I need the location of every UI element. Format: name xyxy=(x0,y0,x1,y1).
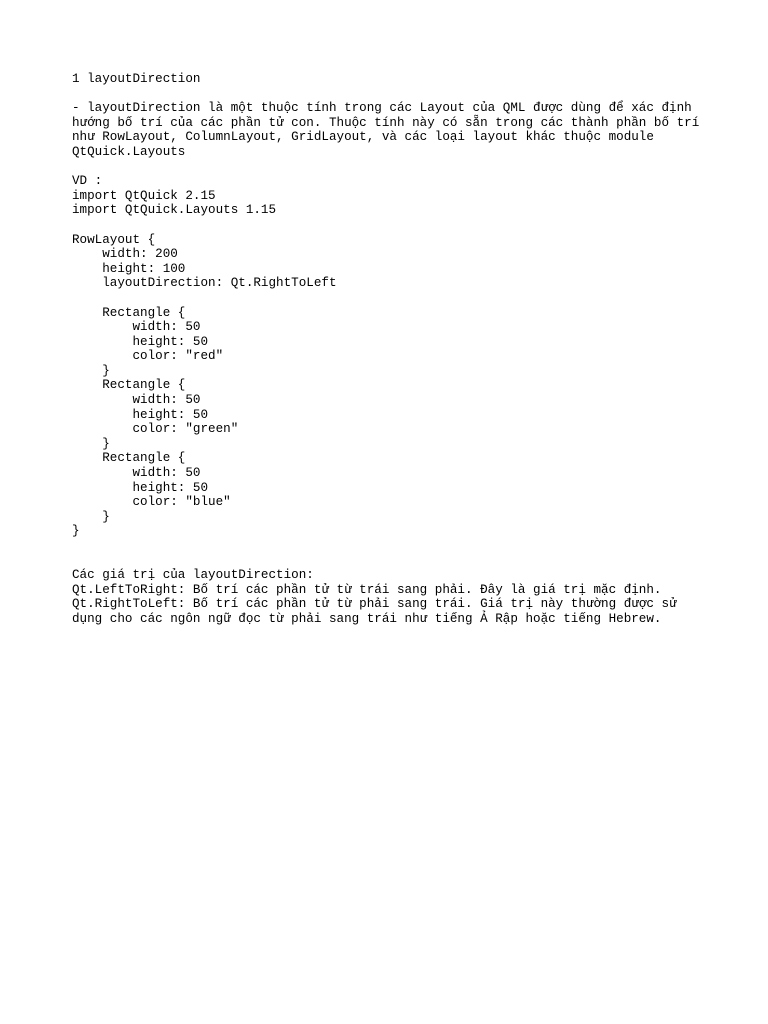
spacer xyxy=(72,218,712,233)
code-line: color: "red" xyxy=(72,349,224,364)
code-line: height: 50 xyxy=(72,480,209,495)
code-line: RowLayout { xyxy=(72,232,156,247)
document-page xyxy=(72,72,712,627)
code-line: } xyxy=(72,363,110,378)
intro-line: QtQuick.Layouts xyxy=(72,144,186,159)
values-paragraph xyxy=(72,583,712,627)
code-line xyxy=(72,291,712,306)
code-line: layoutDirection: Qt.RightToLeft xyxy=(72,276,337,291)
code-line: width: 50 xyxy=(72,466,201,481)
code-line: height: 50 xyxy=(72,334,209,349)
spacer xyxy=(72,160,712,175)
code-line: width: 50 xyxy=(72,320,201,335)
code-line: Rectangle { xyxy=(72,378,186,393)
code-line: width: 200 xyxy=(72,247,178,262)
spacer xyxy=(72,539,712,554)
value-line: Qt.RightToLeft: Bố trí các phần tử từ phải sang trái. Giá trị này thường được sử xyxy=(72,597,677,612)
code-line: width: 50 xyxy=(72,393,201,408)
intro-paragraph xyxy=(72,101,712,159)
import-line: import QtQuick 2.15 xyxy=(72,188,216,203)
import-line: import QtQuick.Layouts 1.15 xyxy=(72,203,277,218)
intro-line: - layoutDirection là một thuộc tính trong các Layout của QML được dùng để xác định xyxy=(72,101,692,116)
section-heading: 1 layoutDirection xyxy=(72,72,201,86)
code-block xyxy=(72,233,712,539)
intro-line: hướng bố trí của các phần tử con. Thuộc tính này có sẵn trong các thành phần bố trí xyxy=(72,115,700,130)
code-line: height: 50 xyxy=(72,407,209,422)
code-line: } xyxy=(72,524,80,539)
value-line: Qt.LeftToRight: Bố trí các phần tử từ trái sang phải. Đây là giá trị mặc định. xyxy=(72,582,662,597)
import-block xyxy=(72,189,712,218)
code-line: Rectangle { xyxy=(72,305,186,320)
code-line: color: "green" xyxy=(72,422,239,437)
code-line: color: "blue" xyxy=(72,495,231,510)
intro-line: như RowLayout, ColumnLayout, GridLayout, và các loại layout khác thuộc module xyxy=(72,130,654,145)
code-line: } xyxy=(72,509,110,524)
code-line: Rectangle { xyxy=(72,451,186,466)
example-label: VD : xyxy=(72,174,103,189)
value-line: dụng cho các ngôn ngữ đọc từ phải sang trái như tiếng Ả Rập hoặc tiếng Hebrew. xyxy=(72,611,662,626)
code-line: } xyxy=(72,436,110,451)
spacer xyxy=(72,554,712,569)
code-line: height: 100 xyxy=(72,261,186,276)
spacer xyxy=(72,87,712,102)
values-heading: Các giá trị của layoutDirection: xyxy=(72,568,314,583)
